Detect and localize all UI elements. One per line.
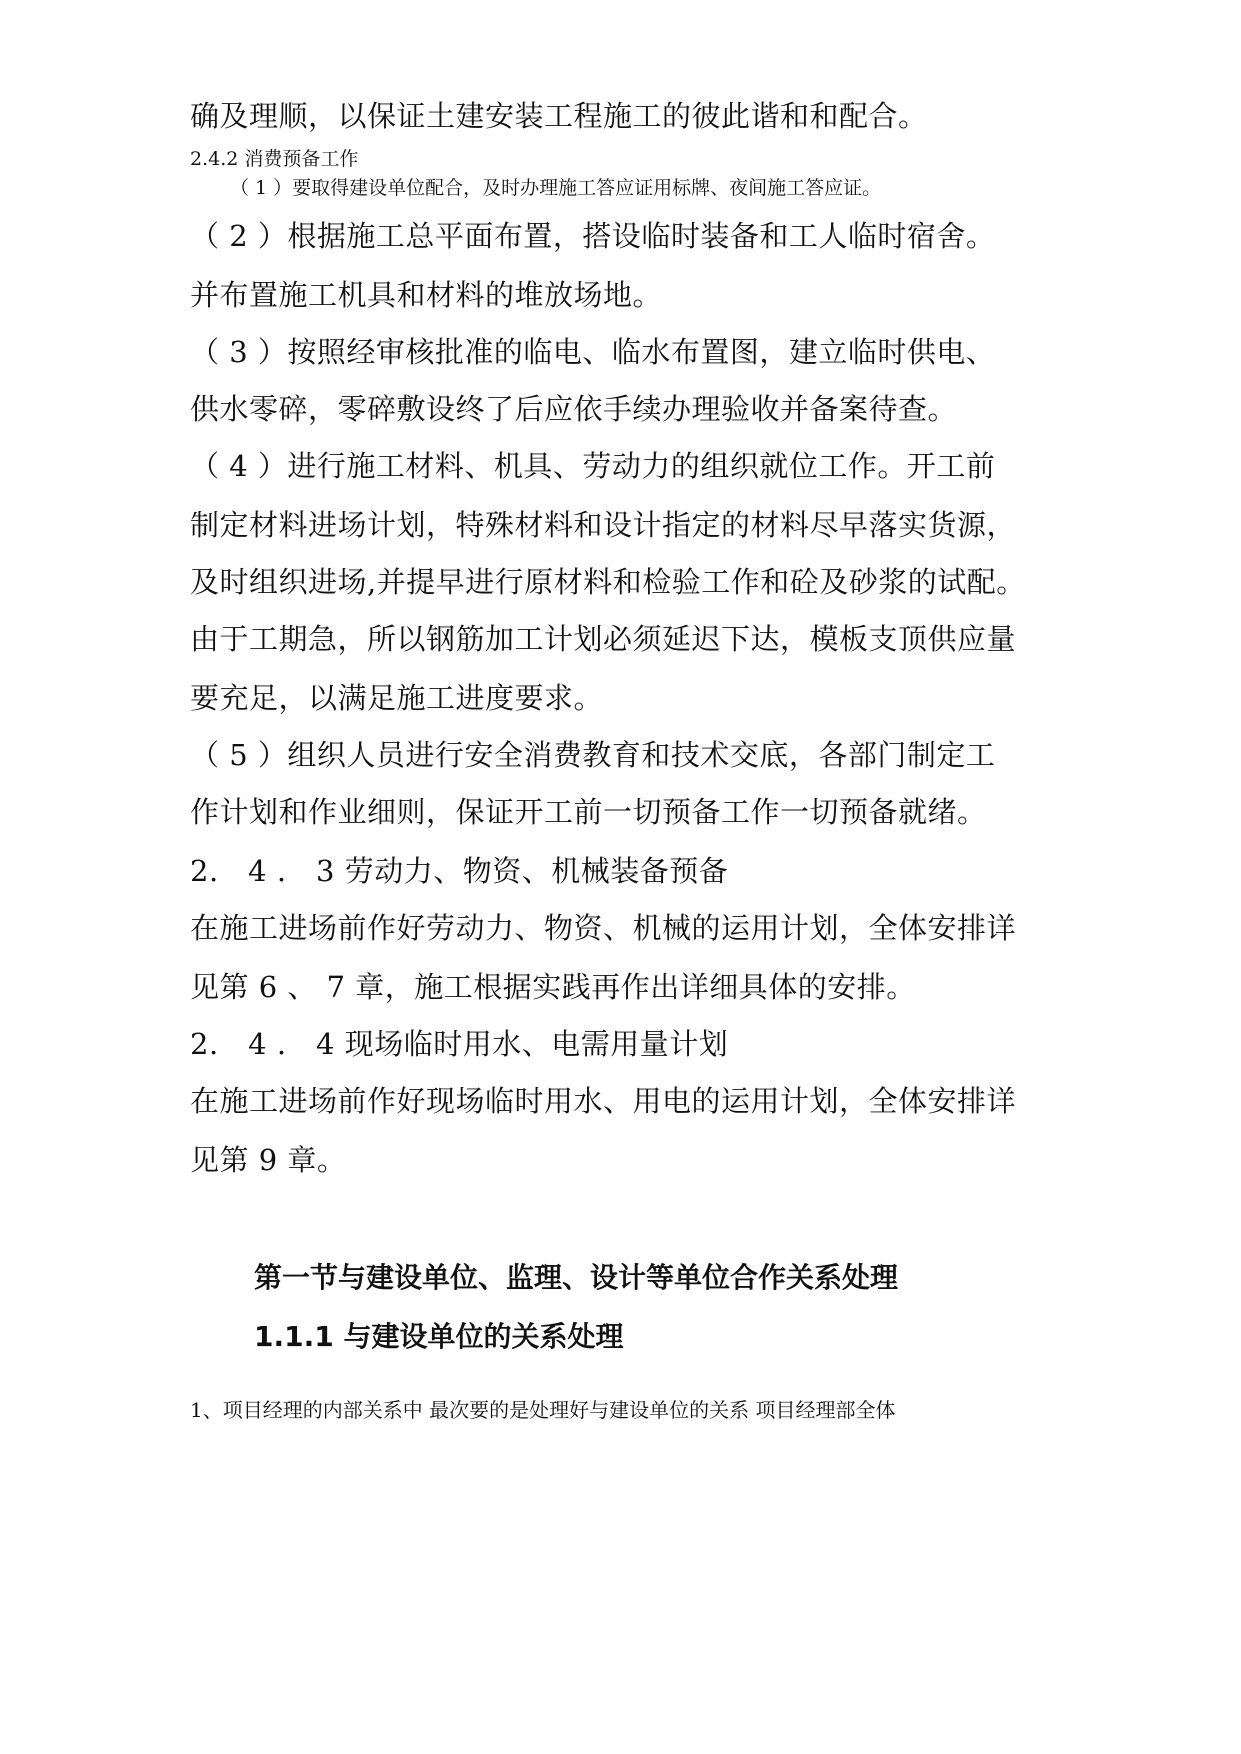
- text-line: （ 3 ）按照经审核批准的临电、临水布置图，建立临时供电、: [190, 335, 996, 369]
- text-line: 确及理顺，以保证土建安装工程施工的彼此谐和和配合。: [190, 99, 928, 133]
- text-line: 供水零碎，零碎敷设终了后应依手续办理验收并备案待查。: [190, 392, 958, 426]
- text-line: （ 2 ）根据施工总平面布置，搭设临时装备和工人临时宿舍。: [190, 219, 996, 253]
- text-line: 作计划和作业细则，保证开工前一切预备工作一切预备就绪。: [190, 795, 987, 829]
- section-heading-2-4-2: 2.4.2 消费预备工作: [190, 148, 359, 170]
- section-heading-2-4-3: 2. 4 . 3 劳动力、物资、机械装备预备: [190, 854, 729, 888]
- text-line: 在施工进场前作好现场临时用水、用电的运用计划，全体安排详: [190, 1084, 1017, 1118]
- subsection-title-1-1-1: 1.1.1 与建设单位的关系处理: [254, 1320, 624, 1353]
- text-line: （ 4 ）进行施工材料、机具、劳动力的组织就位工作。开工前: [190, 449, 996, 483]
- text-line: 1、项目经理的内部关系中 最次要的是处理好与建设单位的关系 项目经理部全体: [190, 1398, 896, 1422]
- text-line: 及时组织进场,并提早进行原材料和检验工作和砼及砂浆的试配。: [190, 565, 1026, 599]
- chapter-section-title: 第一节与建设单位、监理、设计等单位合作关系处理: [254, 1261, 899, 1294]
- section-heading-2-4-4: 2. 4 . 4 现场临时用水、电需用量计划: [190, 1027, 729, 1061]
- text-line: （ 5 ）组织人员进行安全消费教育和技术交底，各部门制定工: [190, 738, 996, 772]
- text-line: 由于工期急，所以钢筋加工计划必须延迟下达，模板支顶供应量: [190, 622, 1017, 656]
- text-line: 要充足，以满足施工进度要求。: [190, 681, 604, 715]
- text-line: 见第 6 、 7 章，施工根据实践再作出详细具体的安排。: [190, 970, 916, 1004]
- text-line: 制定材料进场计划，特殊材料和设计指定的材料尽早落实货源，: [190, 508, 1017, 542]
- text-line: 见第 9 章。: [190, 1143, 347, 1177]
- text-line: （ 1 ）要取得建设单位配合，及时办理施工答应证用标牌、夜间施工答应证。: [230, 177, 882, 199]
- text-line: 在施工进场前作好劳动力、物资、机械的运用计划，全体安排详: [190, 911, 1017, 945]
- text-line: 并布置施工机具和材料的堆放场地。: [190, 278, 663, 312]
